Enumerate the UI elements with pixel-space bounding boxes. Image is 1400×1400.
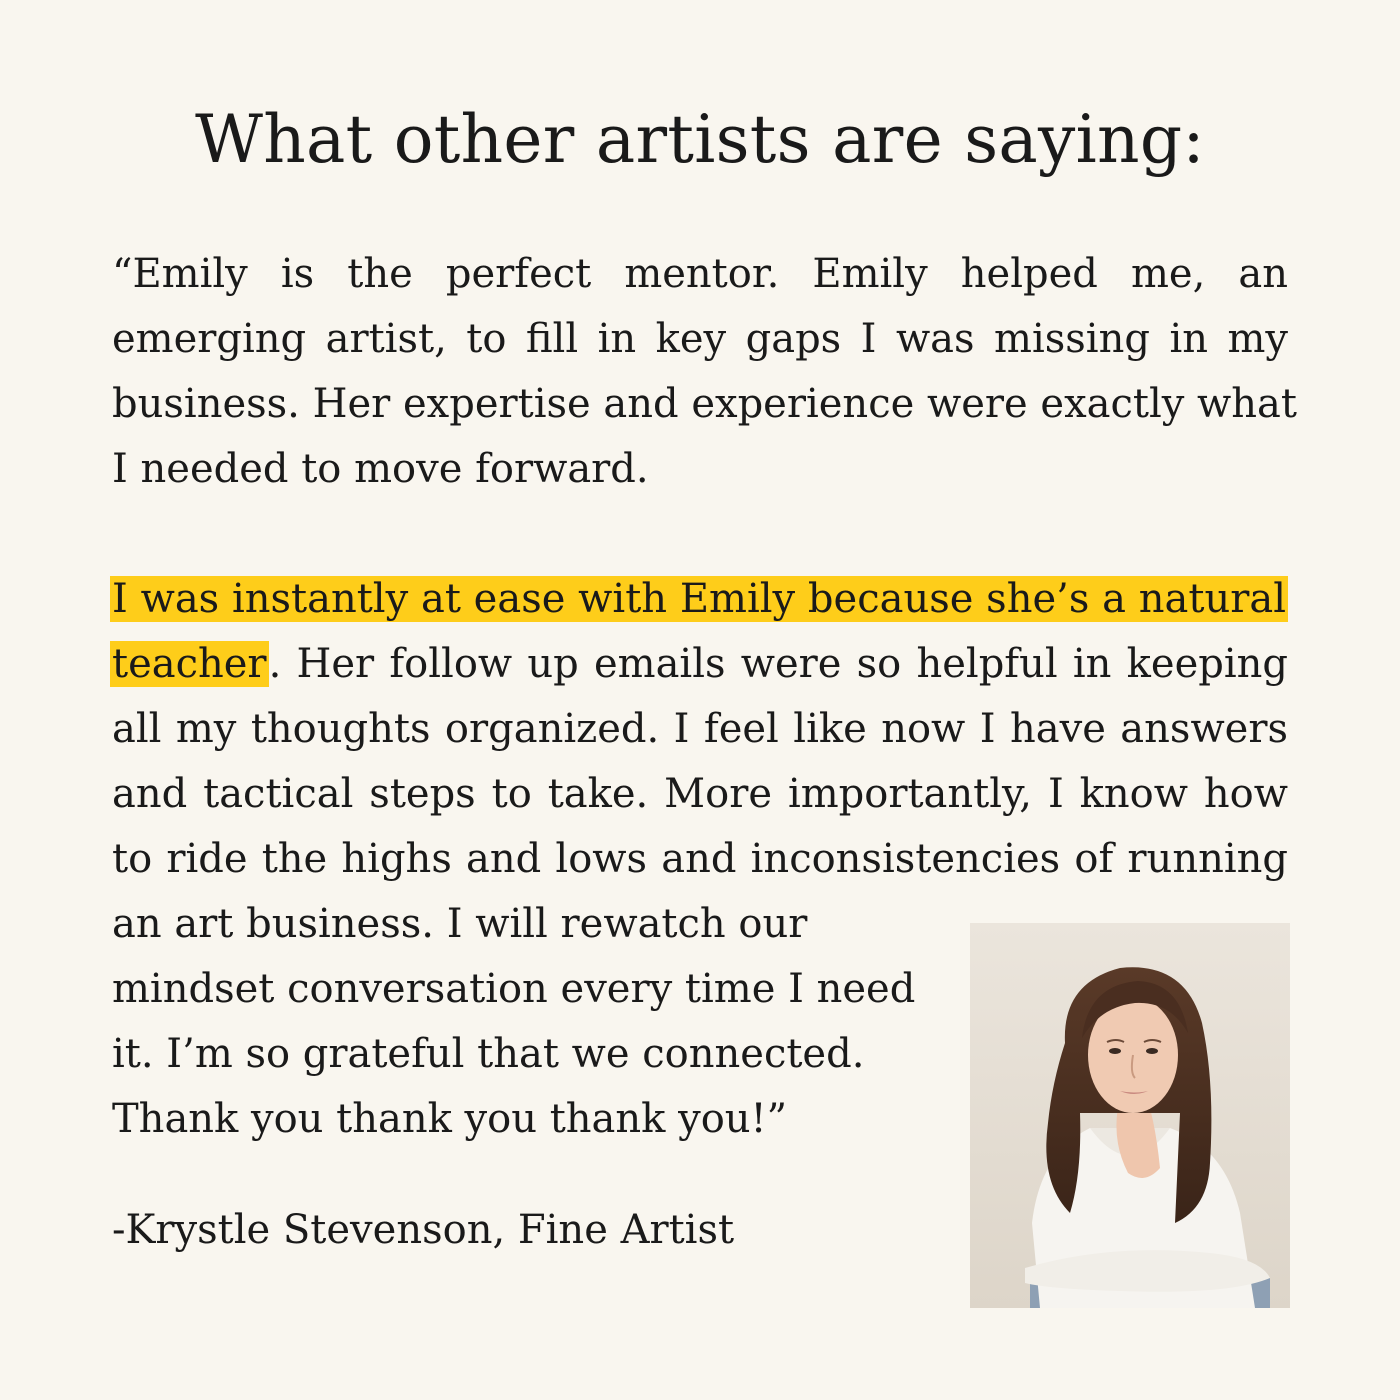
page-title: What other artists are saying: — [195, 101, 1205, 178]
paragraph-line: and tactical steps to take. More importantly, I know how — [112, 771, 1288, 817]
testimonial-paragraph-1 — [112, 242, 1297, 502]
testimonial-paragraph-2 — [112, 567, 1288, 892]
paragraph-line: “Emily is the perfect mentor. Emily helped me, an — [112, 251, 1288, 297]
paragraph-text: . Her follow up emails were so helpful in keeping — [268, 641, 1288, 687]
paragraph-line — [112, 632, 1288, 697]
paragraph-line: I needed to move forward. — [112, 446, 649, 492]
paragraph-line: to ride the highs and lows and inconsistencies of running — [112, 836, 1288, 882]
paragraph-line: all my thoughts organized. I feel like now I have answers — [112, 706, 1288, 752]
paragraph-line: an art business. I will rewatch our — [112, 901, 808, 947]
paragraph-line: Thank you thank you thank you!” — [112, 1096, 788, 1142]
author-portrait — [970, 923, 1290, 1308]
paragraph-line: mindset conversation every time I need — [112, 966, 916, 1012]
paragraph-line: emerging artist, to fill in key gaps I was missing in my — [112, 316, 1288, 362]
highlighted-text: I was instantly at ease with Emily because she’s a natural — [112, 576, 1286, 622]
paragraph-line — [112, 567, 1288, 632]
paragraph-line: it. I’m so grateful that we connected. — [112, 1031, 865, 1077]
testimonial-closing — [112, 892, 915, 1152]
testimonial-attribution: -Krystle Stevenson, Fine Artist — [112, 1207, 735, 1253]
highlighted-text: teacher — [112, 641, 267, 687]
portrait-illustration — [970, 923, 1290, 1308]
paragraph-line: business. Her expertise and experience were exactly what — [112, 381, 1297, 427]
